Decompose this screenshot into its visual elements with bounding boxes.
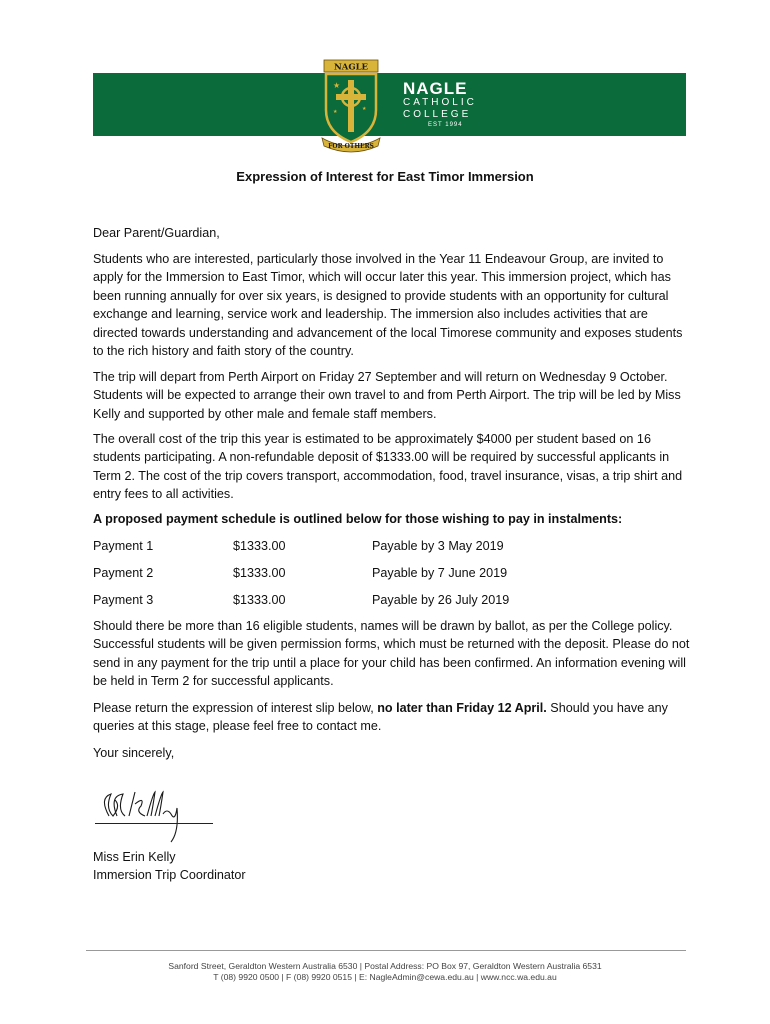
school-brand (403, 80, 477, 128)
footer-contact: T (08) 9920 0500 | F (08) 9920 0515 | E: NagleAdmin@cewa.edu.au | www.ncc.wa.edu.au (213, 972, 557, 982)
school-name: NAGLE (403, 79, 468, 98)
payment-amount: $1333.00 (233, 539, 286, 553)
payment-amount: $1333.00 (233, 566, 286, 580)
closing: Your sincerely, (93, 746, 175, 760)
footer-address: Sanford Street, Geraldton Western Australia 6530 | Postal Address: PO Box 97, Geraldton Western Australia 6531 (168, 961, 602, 971)
paragraph-return-slip (93, 699, 693, 736)
payment-label: Payment 2 (93, 566, 154, 580)
deadline-text: no later than Friday 12 April. (377, 701, 547, 715)
signer-name: Miss Erin Kelly (93, 850, 176, 864)
svg-text:★: ★ (333, 81, 341, 90)
paragraph-cost: The overall cost of the trip this year is estimated to be approximately $4000 per student based on 16 students participating. A non-refundable deposit of $1333.00 will be required by successful applicants in Term 2. The cost of the trip covers transport, accommodation, food, travel insurance, visas, a trip shirt and entry fees to all activities. (93, 432, 683, 502)
document-title: Expression of Interest for East Timor Immersion (236, 169, 534, 184)
return-slip-text: Please return the expression of interest slip below, (93, 701, 378, 715)
paragraph-dates: The trip will depart from Perth Airport on Friday 27 September and will return on Wednesday 9 October. Students will be expected to arrange their own travel to and from Perth Airport. The trip will be led by Miss Kelly and supported by other male and female staff members. (93, 370, 681, 421)
payment-label: Payment 1 (93, 539, 154, 553)
payment-amount: $1333.00 (233, 593, 286, 607)
paragraph-intro: Students who are interested, particularly those involved in the Year 11 Endeavour Group, are invited to apply for the Immersion to East Timor, which will occur later this year. This immersion project, which has been running annually for over six years, is designed to provide students with an opportunity for cultural exchange and learning, service work and leadership. The immersion also includes activities that are directed towards understanding and advancement of the local Timorese community and exposes students to the rich history and faith story of the country. (93, 252, 683, 359)
signer-role: Immersion Trip Coordinator (93, 868, 246, 882)
footer-divider (86, 950, 686, 951)
crest-banner-bottom: FOR OTHERS (328, 143, 374, 150)
signature-line (95, 823, 213, 824)
payment-schedule-heading: A proposed payment schedule is outlined below for those wishing to pay in instalments: (93, 512, 623, 526)
greeting: Dear Parent/Guardian, (93, 226, 220, 240)
school-line-college: COLLEGE (403, 109, 472, 120)
payment-due: Payable by 26 July 2019 (372, 593, 510, 607)
svg-text:★: ★ (362, 106, 367, 112)
payment-due: Payable by 3 May 2019 (372, 539, 504, 553)
college-crest-icon (318, 58, 384, 154)
svg-text:★: ★ (333, 109, 338, 115)
return-slip-contact-text: Should you have any queries at this stage, please feel free to contact me. (93, 701, 668, 734)
signature-image (95, 786, 215, 844)
paragraph-ballot: Should there be more than 16 eligible students, names will be drawn by ballot, as per the College policy. Successful students will be given permission forms, which must be returned with the deposit. Please do not send in any payment for the trip until a place for your child has been confirmed. An information evening will be held in Term 2 for successful applicants. (93, 619, 690, 689)
payment-due: Payable by 7 June 2019 (372, 566, 508, 580)
crest-banner-top: NAGLE (333, 62, 369, 73)
payment-label: Payment 3 (93, 593, 154, 607)
school-line-catholic: CATHOLIC (403, 97, 477, 108)
established-year: EST 1994 (428, 122, 463, 128)
header-band (93, 73, 686, 136)
